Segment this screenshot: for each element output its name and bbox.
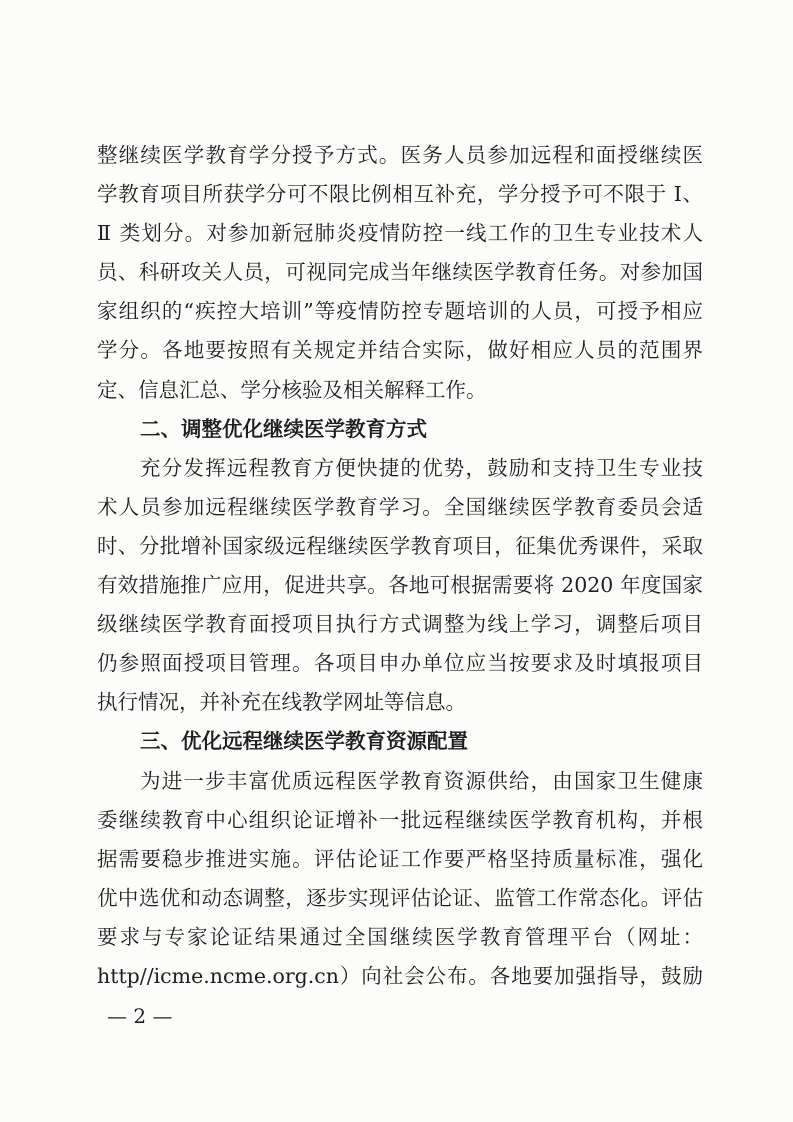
text-line: 家组织的“疾控大培训”等疫情防控专题培训的人员，可授予相应	[97, 299, 703, 324]
paragraph-1	[97, 136, 703, 410]
text-line: 优中选优和动态调整，逐步实现评估论证、监管工作常态化。评估	[97, 885, 703, 910]
text-line: 学教育项目所获学分可不限比例相互补充，学分授予可不限于 Ⅰ、	[97, 182, 703, 207]
section-heading-3: 三、优化远程继续医学教育资源配置	[140, 729, 468, 754]
text-line: 员、科研攻关人员，可视同完成当年继续医学教育任务。对参加国	[97, 260, 703, 285]
paragraph-3	[97, 762, 703, 997]
text-line: 委继续教育中心组织论证增补一批远程继续医学教育机构，并根	[97, 807, 703, 832]
text-line: 为进一步丰富优质远程医学教育资源供给，由国家卫生健康	[140, 768, 703, 793]
section-heading-2: 二、调整优化继续医学教育方式	[140, 416, 427, 441]
paragraph-2	[97, 449, 703, 723]
page-number: — 2 —	[107, 1004, 173, 1028]
text-line: http//icme.ncme.org.cn）向社会公布。各地要加强指导，鼓励	[97, 963, 703, 988]
text-line: 要求与专家论证结果通过全国继续医学教育管理平台（网址：	[97, 924, 703, 949]
text-line: 充分发挥远程教育方便快捷的优势，鼓励和支持卫生专业技	[140, 455, 703, 480]
text-line: 术人员参加远程继续医学教育学习。全国继续医学教育委员会适	[97, 494, 703, 519]
text-line: 学分。各地要按照有关规定并结合实际，做好相应人员的范围界	[97, 338, 703, 363]
text-line: 定、信息汇总、学分核验及相关解释工作。	[97, 377, 487, 402]
text-line: 级继续医学教育面授项目执行方式调整为线上学习，调整后项目	[97, 612, 703, 637]
text-line: 时、分批增补国家级远程继续医学教育项目，征集优秀课件，采取	[97, 533, 703, 558]
text-line: 有效措施推广应用，促进共享。各地可根据需要将 2020 年度国家	[97, 573, 703, 598]
text-line: 整继续医学教育学分授予方式。医务人员参加远程和面授继续医	[97, 143, 703, 167]
text-line: Ⅱ 类划分。对参加新冠肺炎疫情防控一线工作的卫生专业技术人	[97, 221, 703, 246]
document-body	[97, 136, 703, 996]
text-line: 据需要稳步推进实施。评估论证工作要严格坚持质量标准，强化	[97, 846, 703, 871]
text-line: 执行情况，并补充在线教学网址等信息。	[97, 690, 466, 715]
text-line: 仍参照面授项目管理。各项目申办单位应当按要求及时填报项目	[97, 651, 703, 676]
